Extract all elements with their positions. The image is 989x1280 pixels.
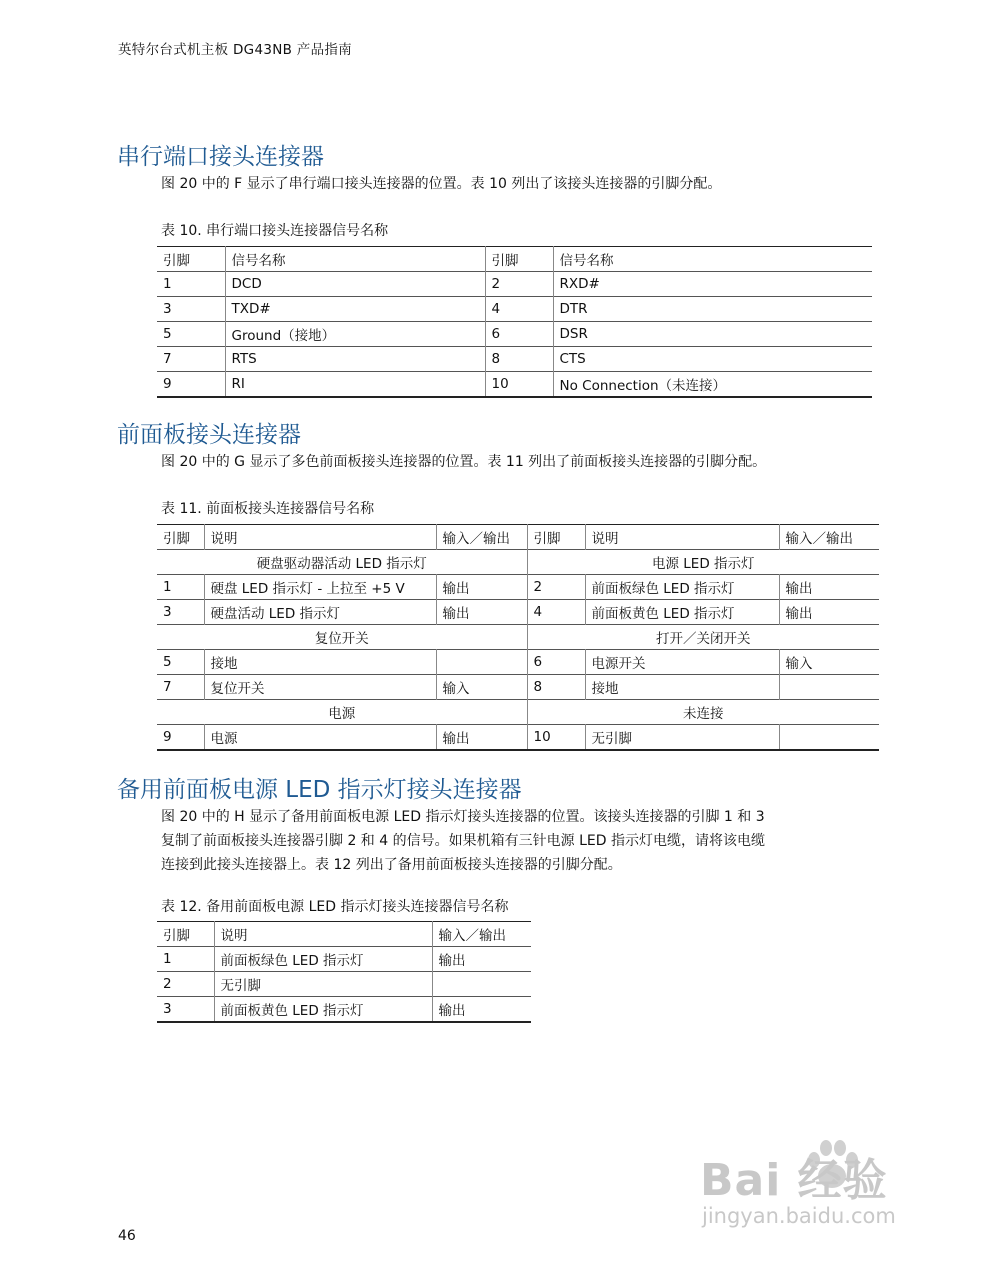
table-cell: 信号名称: [225, 247, 485, 272]
section-title-serial-port: 串行端口接头连接器: [117, 144, 324, 170]
table-cell: 1: [157, 947, 214, 972]
table-cell: 接地: [204, 650, 436, 675]
table-cell: 未连接: [683, 706, 724, 722]
table-cell: 5: [157, 322, 225, 347]
table-cell: 10: [527, 725, 585, 751]
table-cell: 前面板黄色 LED 指示灯: [585, 600, 779, 625]
section-title-front-panel: 前面板接头连接器: [117, 422, 301, 448]
table-cell: 输出: [438, 1003, 466, 1019]
table-header-row: [157, 247, 872, 272]
table-cell: [779, 675, 879, 700]
table-cell: 1: [157, 272, 225, 297]
table-cell: 7: [157, 347, 225, 372]
table-cell: 10: [485, 372, 553, 398]
paragraph-line: 图 20 中的 F 显示了串行端口接头连接器的位置。表 10 列出了该接头连接器的引脚分配。: [161, 176, 722, 192]
table-cell: 前面板绿色 LED 指示灯: [585, 575, 779, 600]
watermark-logo: Bai 经验: [700, 1155, 888, 1206]
table-cell: CTS: [559, 351, 586, 367]
table-cell: 输出: [436, 600, 527, 625]
table-cell: 硬盘活动 LED 指示灯: [204, 600, 436, 625]
table-cell: 3: [157, 600, 204, 625]
table12-caption: 表 12. 备用前面板电源 LED 指示灯接头连接器信号名称: [161, 899, 509, 915]
table-cell: 输出: [436, 575, 527, 600]
table10-caption: 表 10. 串行端口接头连接器信号名称: [161, 223, 389, 239]
section-paragraph-alt-power-led: [161, 805, 871, 877]
table-cell: RI: [225, 372, 485, 398]
section-title-alt-power-led: 备用前面板电源 LED 指示灯接头连接器: [117, 777, 522, 803]
table-cell: 输入: [436, 675, 527, 700]
table-cell: 打开／关闭开关: [656, 631, 751, 647]
table-cell: 说明: [214, 922, 432, 947]
section-paragraph-serial-port: [161, 172, 871, 196]
table-cell: 9: [157, 372, 225, 398]
table-cell: 6: [527, 650, 585, 675]
table-cell: 输出: [436, 725, 527, 751]
table-group-row: [157, 550, 879, 575]
paragraph-line: 图 20 中的 H 显示了备用前面板电源 LED 指示灯接头连接器的位置。该接头连接器的引脚 1 和 3: [161, 809, 765, 825]
table-cell: 说明: [204, 525, 436, 550]
table-cell: 无引脚: [214, 972, 432, 997]
table-cell: [779, 725, 879, 751]
table-cell: 3: [157, 297, 225, 322]
table-cell: 输出: [438, 953, 466, 969]
table10: [157, 246, 872, 398]
table-cell: 硬盘 LED 指示灯 - 上拉至 +5 V: [204, 575, 436, 600]
table-cell: 接地: [585, 675, 779, 700]
table-cell: 电源: [204, 725, 436, 751]
table-group-row: [157, 625, 879, 650]
table11-caption: 表 11. 前面板接头连接器信号名称: [161, 501, 375, 517]
table-cell: 输入: [785, 656, 813, 672]
page-number: 46: [118, 1228, 136, 1244]
table-group-row: [157, 700, 879, 725]
table-cell: TXD#: [225, 297, 485, 322]
table-row: [157, 322, 872, 347]
table-row: [157, 575, 879, 600]
table-cell: No Connection（未连接）: [559, 378, 727, 394]
section-paragraph-front-panel: [161, 450, 871, 474]
table-cell: 输出: [785, 606, 813, 622]
table-row: [157, 372, 872, 398]
baidu-watermark: [700, 1130, 935, 1240]
table-cell: 引脚: [527, 525, 585, 550]
table11: [157, 524, 879, 751]
table-cell: 复位开关: [204, 675, 436, 700]
table-cell: 4: [485, 297, 553, 322]
paragraph-line: 连接到此接头连接器上。表 12 列出了备用前面板接头连接器的引脚分配。: [161, 857, 622, 873]
table-cell: 电源 LED 指示灯: [651, 556, 755, 572]
table-cell: DTR: [559, 301, 588, 317]
table-cell: 复位开关: [157, 625, 527, 650]
table-cell: Ground（接地）: [225, 322, 485, 347]
table-cell: DCD: [225, 272, 485, 297]
table-row: [157, 675, 879, 700]
table-cell: 引脚: [485, 247, 553, 272]
table-cell: 8: [485, 347, 553, 372]
table-cell: [432, 972, 531, 997]
table-cell: 2: [157, 972, 214, 997]
running-header: 英特尔台式机主板 DG43NB 产品指南: [118, 42, 352, 58]
table-row: [157, 297, 872, 322]
table-cell: DSR: [559, 326, 588, 342]
table-row: [157, 972, 531, 997]
table-cell: 电源: [157, 700, 527, 725]
table-cell: 前面板黄色 LED 指示灯: [214, 997, 432, 1023]
table-cell: 2: [485, 272, 553, 297]
table-cell: 5: [157, 650, 204, 675]
table-row: [157, 272, 872, 297]
table-cell: 输出: [785, 581, 813, 597]
table-cell: 2: [527, 575, 585, 600]
table-cell: 1: [157, 575, 204, 600]
table-cell: 信号名称: [559, 253, 614, 269]
paragraph-line: 图 20 中的 G 显示了多色前面板接头连接器的位置。表 11 列出了前面板接头连接器的引脚分配。: [161, 454, 767, 470]
watermark-url: jingyan.baidu.com: [702, 1204, 896, 1228]
table-cell: 输入／输出: [785, 531, 853, 547]
table12: [157, 921, 531, 1023]
table-cell: RTS: [225, 347, 485, 372]
table-row: [157, 997, 531, 1023]
table-cell: 引脚: [157, 922, 214, 947]
table-cell: 无引脚: [585, 725, 779, 751]
table-cell: RXD#: [559, 276, 600, 292]
table-cell: 8: [527, 675, 585, 700]
table-cell: 引脚: [157, 247, 225, 272]
table-cell: 引脚: [157, 525, 204, 550]
table-cell: 3: [157, 997, 214, 1023]
table-cell: 7: [157, 675, 204, 700]
table-cell: 硬盘驱动器活动 LED 指示灯: [157, 550, 527, 575]
table-header-row: [157, 922, 531, 947]
table-cell: 4: [527, 600, 585, 625]
table-cell: 6: [485, 322, 553, 347]
table-row: [157, 947, 531, 972]
table-cell: 电源开关: [585, 650, 779, 675]
table-cell: 9: [157, 725, 204, 751]
table-row: [157, 725, 879, 751]
table-cell: [436, 650, 527, 675]
table-row: [157, 347, 872, 372]
table-cell: 说明: [585, 525, 779, 550]
table-cell: 输入／输出: [436, 525, 527, 550]
table-cell: 前面板绿色 LED 指示灯: [214, 947, 432, 972]
table-cell: 输入／输出: [438, 928, 506, 944]
table-row: [157, 600, 879, 625]
table-header-row: [157, 525, 879, 550]
table-row: [157, 650, 879, 675]
paragraph-line: 复制了前面板接头连接器引脚 2 和 4 的信号。如果机箱有三针电源 LED 指示灯电缆，请将该电缆: [161, 833, 765, 849]
